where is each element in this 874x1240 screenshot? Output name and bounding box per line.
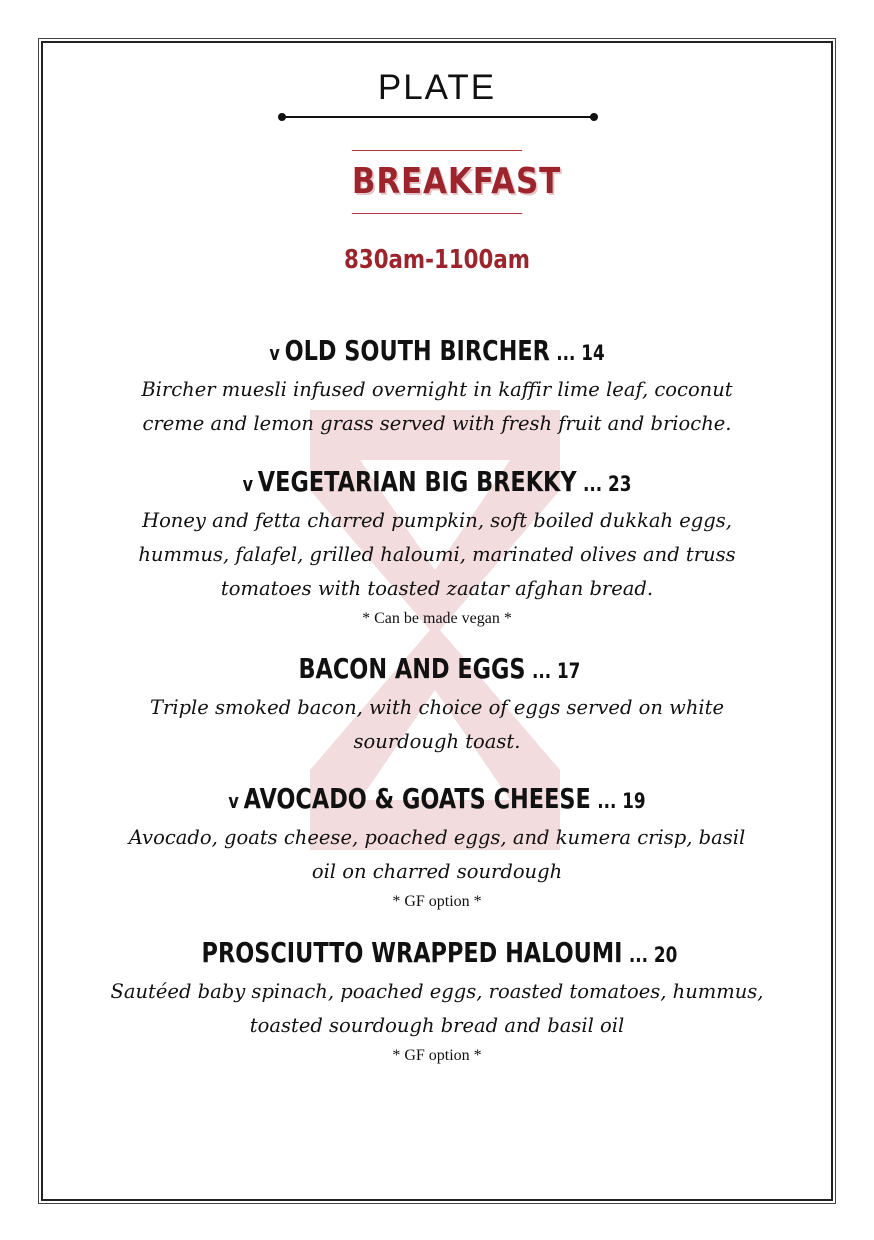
item-price: ... 17: [531, 659, 581, 683]
vegetarian-mark: v: [242, 472, 254, 496]
vegetarian-mark: v: [228, 789, 239, 813]
menu-item: [60, 651, 814, 759]
item-heading: [135, 935, 738, 975]
item-price: ... 23: [583, 472, 632, 496]
section-hours: 830am-1100am: [344, 245, 530, 275]
divider-line: [282, 116, 594, 118]
item-heading: [135, 464, 738, 504]
item-price: ... 19: [597, 789, 646, 813]
menu-item: [60, 935, 814, 1069]
item-name: BACON AND EGGS: [298, 652, 526, 685]
item-description: Honey and fetta charred pumpkin, soft boiled dukkah eggs, hummus, falafel, grilled haloumi, marinated olives and truss tomatoes with toasted zaatar afghan bread.: [138, 509, 736, 600]
item-price: ... 14: [556, 341, 605, 365]
item-name: VEGETARIAN BIG BREKKY: [257, 465, 577, 498]
item-heading: [135, 333, 738, 373]
item-description: Triple smoked bacon, with choice of eggs served on white sourdough toast.: [150, 696, 724, 753]
vegetarian-mark: v: [269, 341, 280, 365]
menu-item: [60, 781, 814, 915]
item-heading: [135, 781, 738, 821]
item-price: ... 20: [628, 943, 678, 967]
divider-dot-right: [590, 113, 598, 121]
item-note: * Can be made vegan *: [362, 610, 512, 627]
item-description: Bircher muesli infused overnight in kaffir lime leaf, coconut creme and lemon grass served with fresh fruit and brioche.: [141, 378, 733, 435]
item-name: OLD SOUTH BIRCHER: [284, 334, 550, 367]
item-name: PROSCIUTTO WRAPPED HALOUMI: [201, 936, 623, 969]
item-note: * GF option *: [392, 1047, 482, 1064]
menu-item: [60, 333, 814, 441]
item-heading: [135, 651, 738, 691]
menu-item: [60, 464, 814, 632]
section-title: BREAKFAST: [352, 150, 522, 214]
item-note: * GF option *: [392, 893, 482, 910]
item-description: Avocado, goats cheese, poached eggs, and kumera crisp, basil oil on charred sourdough: [128, 826, 746, 883]
item-description: Sautéed baby spinach, poached eggs, roasted tomatoes, hummus, toasted sourdough bread and basil oil: [110, 980, 764, 1037]
item-name: AVOCADO & GOATS CHEESE: [243, 782, 591, 815]
brand-divider: [278, 113, 598, 121]
brand-name: PLATE: [377, 68, 497, 107]
